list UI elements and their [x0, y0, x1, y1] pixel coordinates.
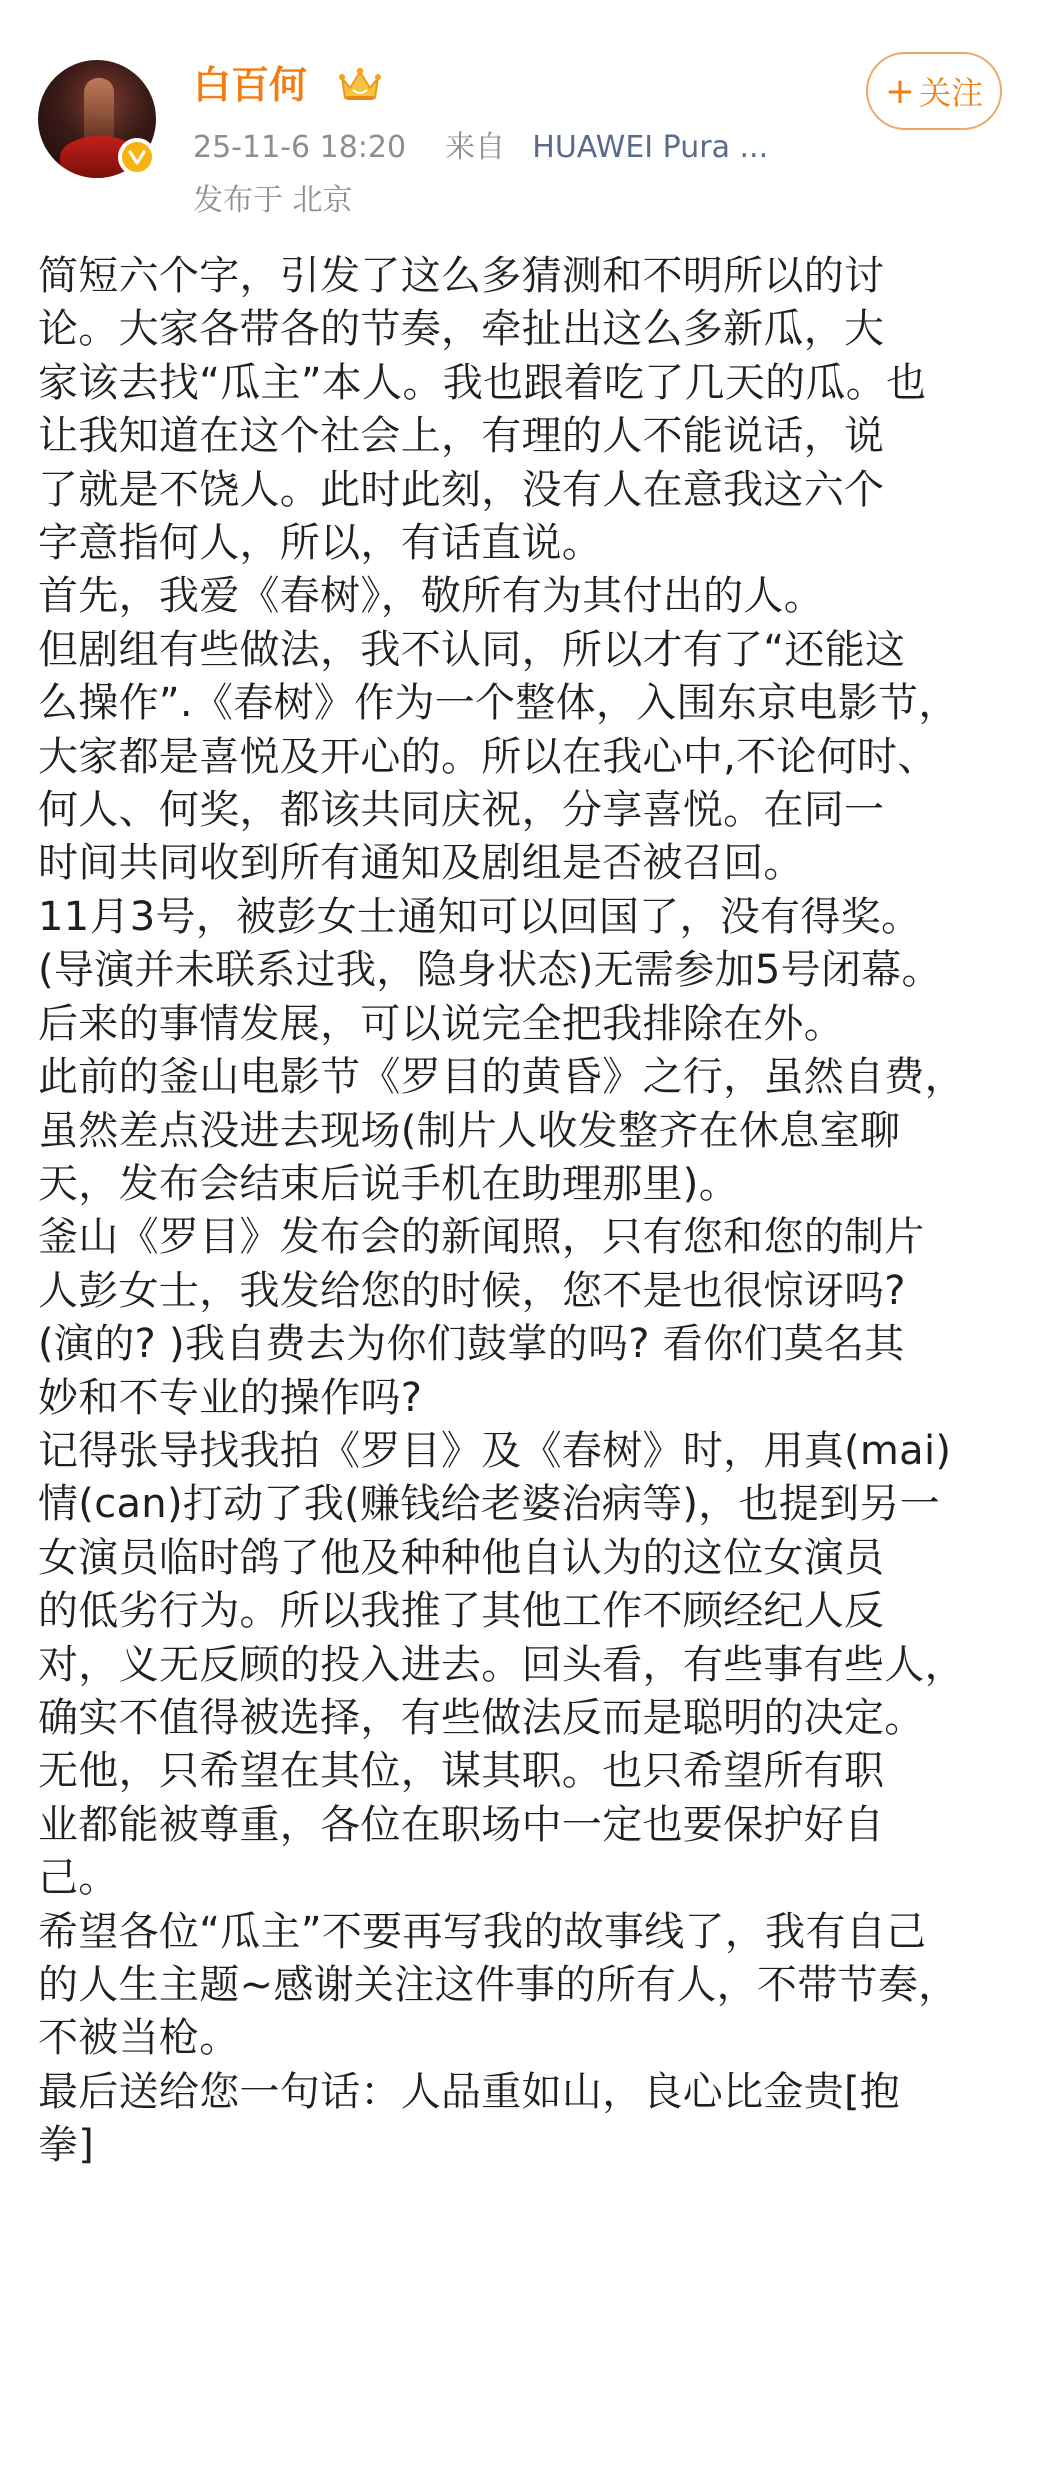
body-line: 时间共同收到所有通知及剧组是否被召回。: [38, 840, 804, 887]
body-line: 让我知道在这个社会上，有理的人不能说话，说: [38, 413, 885, 460]
body-line: 不被当枪。: [38, 2015, 240, 2062]
body-line: 拳]: [38, 2122, 95, 2169]
follow-button[interactable]: [866, 52, 1002, 130]
body-line: 了就是不饶人。此时此刻，没有人在意我这六个: [38, 466, 885, 513]
body-line: 无他，只希望在其位，谋其职。也只希望所有职: [38, 1748, 885, 1795]
body-line: 釜山《罗目》发布会的新闻照，只有您和您的制片: [38, 1214, 925, 1261]
post-body: [38, 250, 1038, 2173]
body-line: 最后送给您一句话：人品重如山，良心比金贵[抱: [38, 2068, 901, 2115]
crown-icon[interactable]: [338, 66, 382, 104]
body-line: 但剧组有些做法，我不认同，所以才有了“还能这: [38, 626, 906, 673]
body-line: 何人、何奖，都该共同庆祝，分享喜悦。在同一: [38, 787, 885, 834]
body-line: 对，义无反顾的投入进去。回头看，有些事有些人，: [38, 1641, 965, 1688]
body-line: 虽然差点没进去现场(制片人收发整齐在休息室聊: [38, 1107, 901, 1154]
body-line: 确实不值得被选择，有些做法反而是聪明的决定。: [38, 1694, 925, 1741]
body-line: (导演并未联系过我，隐身状态)无需参加5号闭幕。: [38, 947, 942, 994]
body-line: 家该去找“瓜主”本人。我也跟着吃了几天的瓜。也: [38, 359, 927, 406]
body-line: 的人生主题~感谢关注这件事的所有人，不带节奏，: [38, 1962, 959, 2008]
body-line: 简短六个字，引发了这么多猜测和不明所以的讨: [38, 253, 885, 299]
body-line: 妙和不专业的操作吗?: [38, 1374, 423, 1421]
body-line: 业都能被尊重，各位在职场中一定也要保护好自: [38, 1801, 885, 1848]
body-line: 人彭女士，我发给您的时候，您不是也很惊讶吗?: [38, 1267, 906, 1314]
body-line: 天，发布会结束后说手机在助理那里)。: [38, 1160, 740, 1207]
author-name[interactable]: 白百何: [193, 63, 308, 107]
body-line: 大家都是喜悦及开心的。所以在我心中,不论何时、: [38, 733, 938, 780]
body-line: (演的? )我自费去为你们鼓掌的吗? 看你们莫名其: [38, 1321, 905, 1368]
body-line: 么操作”.《春树》作为一个整体，入围东京电影节，: [38, 680, 959, 727]
body-line: 此前的釜山电影节《罗目的黄昏》之行，虽然自费，: [38, 1054, 965, 1101]
post-location: 发布于 北京: [193, 183, 353, 218]
body-line: 论。大家各带各的节奏，牵扯出这么多新瓜，大: [38, 306, 885, 353]
follow-label: 关注: [919, 74, 984, 112]
body-line: 首先，我爱《春树》，敬所有为其付出的人。: [38, 573, 824, 620]
post-header: [0, 0, 1056, 235]
body-line: 己。: [38, 1855, 119, 1902]
post-timestamp: 25-11-6 18:20: [193, 130, 407, 165]
post-meta: [193, 128, 768, 168]
body-line: 女演员临时鸽了他及种种他自认为的这位女演员: [38, 1534, 885, 1581]
verified-v-icon: [126, 146, 148, 168]
source-prefix: 来自: [445, 130, 506, 165]
body-line: 情(can)打动了我(赚钱给老婆治病等)，也提到另一: [38, 1481, 941, 1528]
body-line: 11月3号，被彭女士通知可以回国了，没有得奖。: [38, 893, 922, 940]
body-line: 后来的事情发展，可以说完全把我排除在外。: [38, 1000, 844, 1047]
plus-icon: +: [884, 70, 916, 112]
body-line: 的低劣行为。所以我推了其他工作不顾经纪人反: [38, 1588, 885, 1635]
source-device[interactable]: HUAWEI Pura ...: [532, 130, 769, 165]
body-line: 字意指何人，所以，有话直说。: [38, 520, 603, 567]
body-line: 希望各位“瓜主”不要再写我的故事线了，我有自己: [38, 1908, 927, 1955]
body-line: 记得张导找我拍《罗目》及《春树》时，用真(mai): [38, 1427, 952, 1474]
verified-badge-icon: [118, 138, 156, 176]
